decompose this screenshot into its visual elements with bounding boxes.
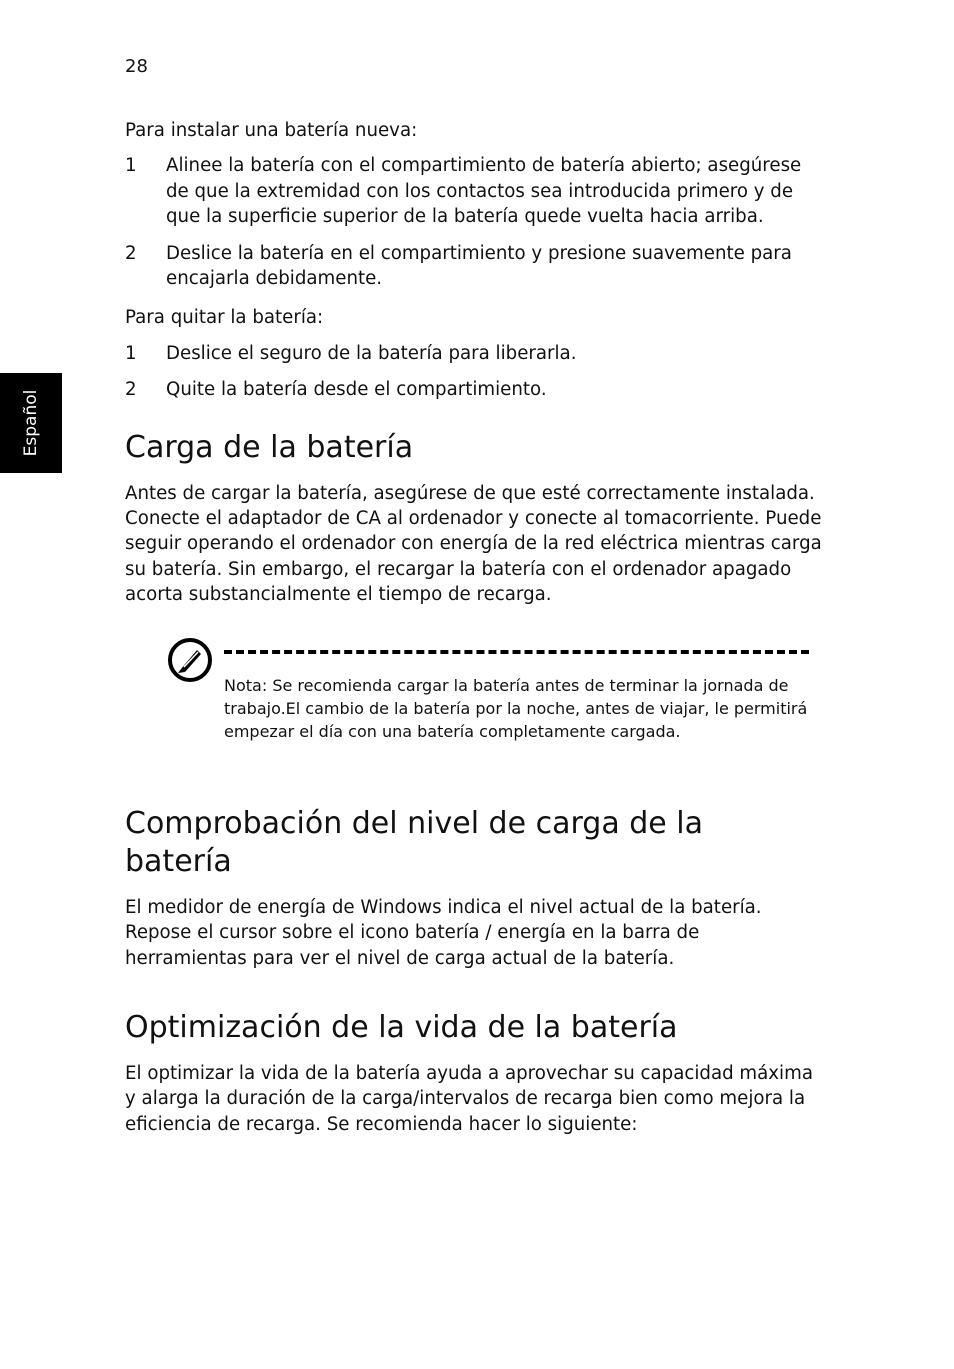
check-level-heading: Comprobación del nivel de carga de la batería — [125, 805, 703, 879]
note-box — [167, 637, 825, 777]
page-number: 28 — [125, 56, 148, 77]
optimize-heading: Optimización de la vida de la batería — [125, 1009, 678, 1045]
optimize-paragraph: El optimizar la vida de la batería ayuda a aprovechar su capacidad máxima y alarga la duración de la carga/intervalos de recarga bien como mejora la eficiencia de recarga. Se recomienda hacer lo siguiente: — [125, 1062, 813, 1135]
charging-paragraph: Antes de cargar la batería, asegúrese de que esté correctamente instalada. Conecte el adaptador de CA al ordenador y conecte al tomacorriente. Puede seguir operando el ordenador con energía de la red eléctrica mientras carga su batería. Sin embargo, el recargar la batería con el ordenador apagado acorta substancialmente el tiempo de recarga. — [125, 482, 822, 606]
note-text — [224, 674, 809, 744]
list-item — [125, 377, 825, 402]
step-text: Deslice el seguro de la batería para liberarla. — [166, 342, 577, 364]
note-pen-icon — [167, 637, 213, 683]
language-side-tab-label: Español — [21, 389, 41, 457]
list-item — [125, 341, 825, 366]
remove-intro: Para quitar la batería: — [125, 307, 324, 329]
step-number: 2 — [125, 379, 137, 401]
remove-steps-list — [125, 341, 825, 403]
step-text: Quite la batería desde el compartimiento. — [166, 379, 547, 401]
step-number: 1 — [125, 342, 137, 364]
step-text: Deslice la batería en el compartimiento y presione suavemente para encajarla debidamente. — [166, 242, 792, 290]
check-level-paragraph: El medidor de energía de Windows indica el nivel actual de la batería. Repose el cursor sobre el icono batería / energía en la barra de herramientas para ver el nivel de carga actual de la batería. — [125, 896, 762, 969]
list-item — [125, 153, 825, 229]
note-label: Nota: — [224, 675, 268, 695]
charging-heading: Carga de la batería — [125, 429, 414, 465]
language-side-tab — [0, 373, 62, 473]
step-number: 2 — [125, 242, 137, 264]
install-steps-list — [125, 153, 825, 291]
list-item — [125, 241, 825, 292]
note-dashed-rule — [224, 650, 809, 654]
install-intro: Para instalar una batería nueva: — [125, 120, 418, 141]
page-content — [125, 118, 825, 1137]
step-text: Alinee la batería con el compartimiento de batería abierto; asegúrese de que la extremidad con los contactos sea introducida primero y de que la superficie superior de la batería quede vuelta hacia arriba. — [166, 155, 802, 228]
step-number: 1 — [125, 155, 137, 177]
note-body: Se recomienda cargar la batería antes de terminar la jornada de trabajo.El cambio de la batería por la noche, antes de viajar, le permitirá empezar el día con una batería completamente cargada. — [224, 675, 808, 742]
